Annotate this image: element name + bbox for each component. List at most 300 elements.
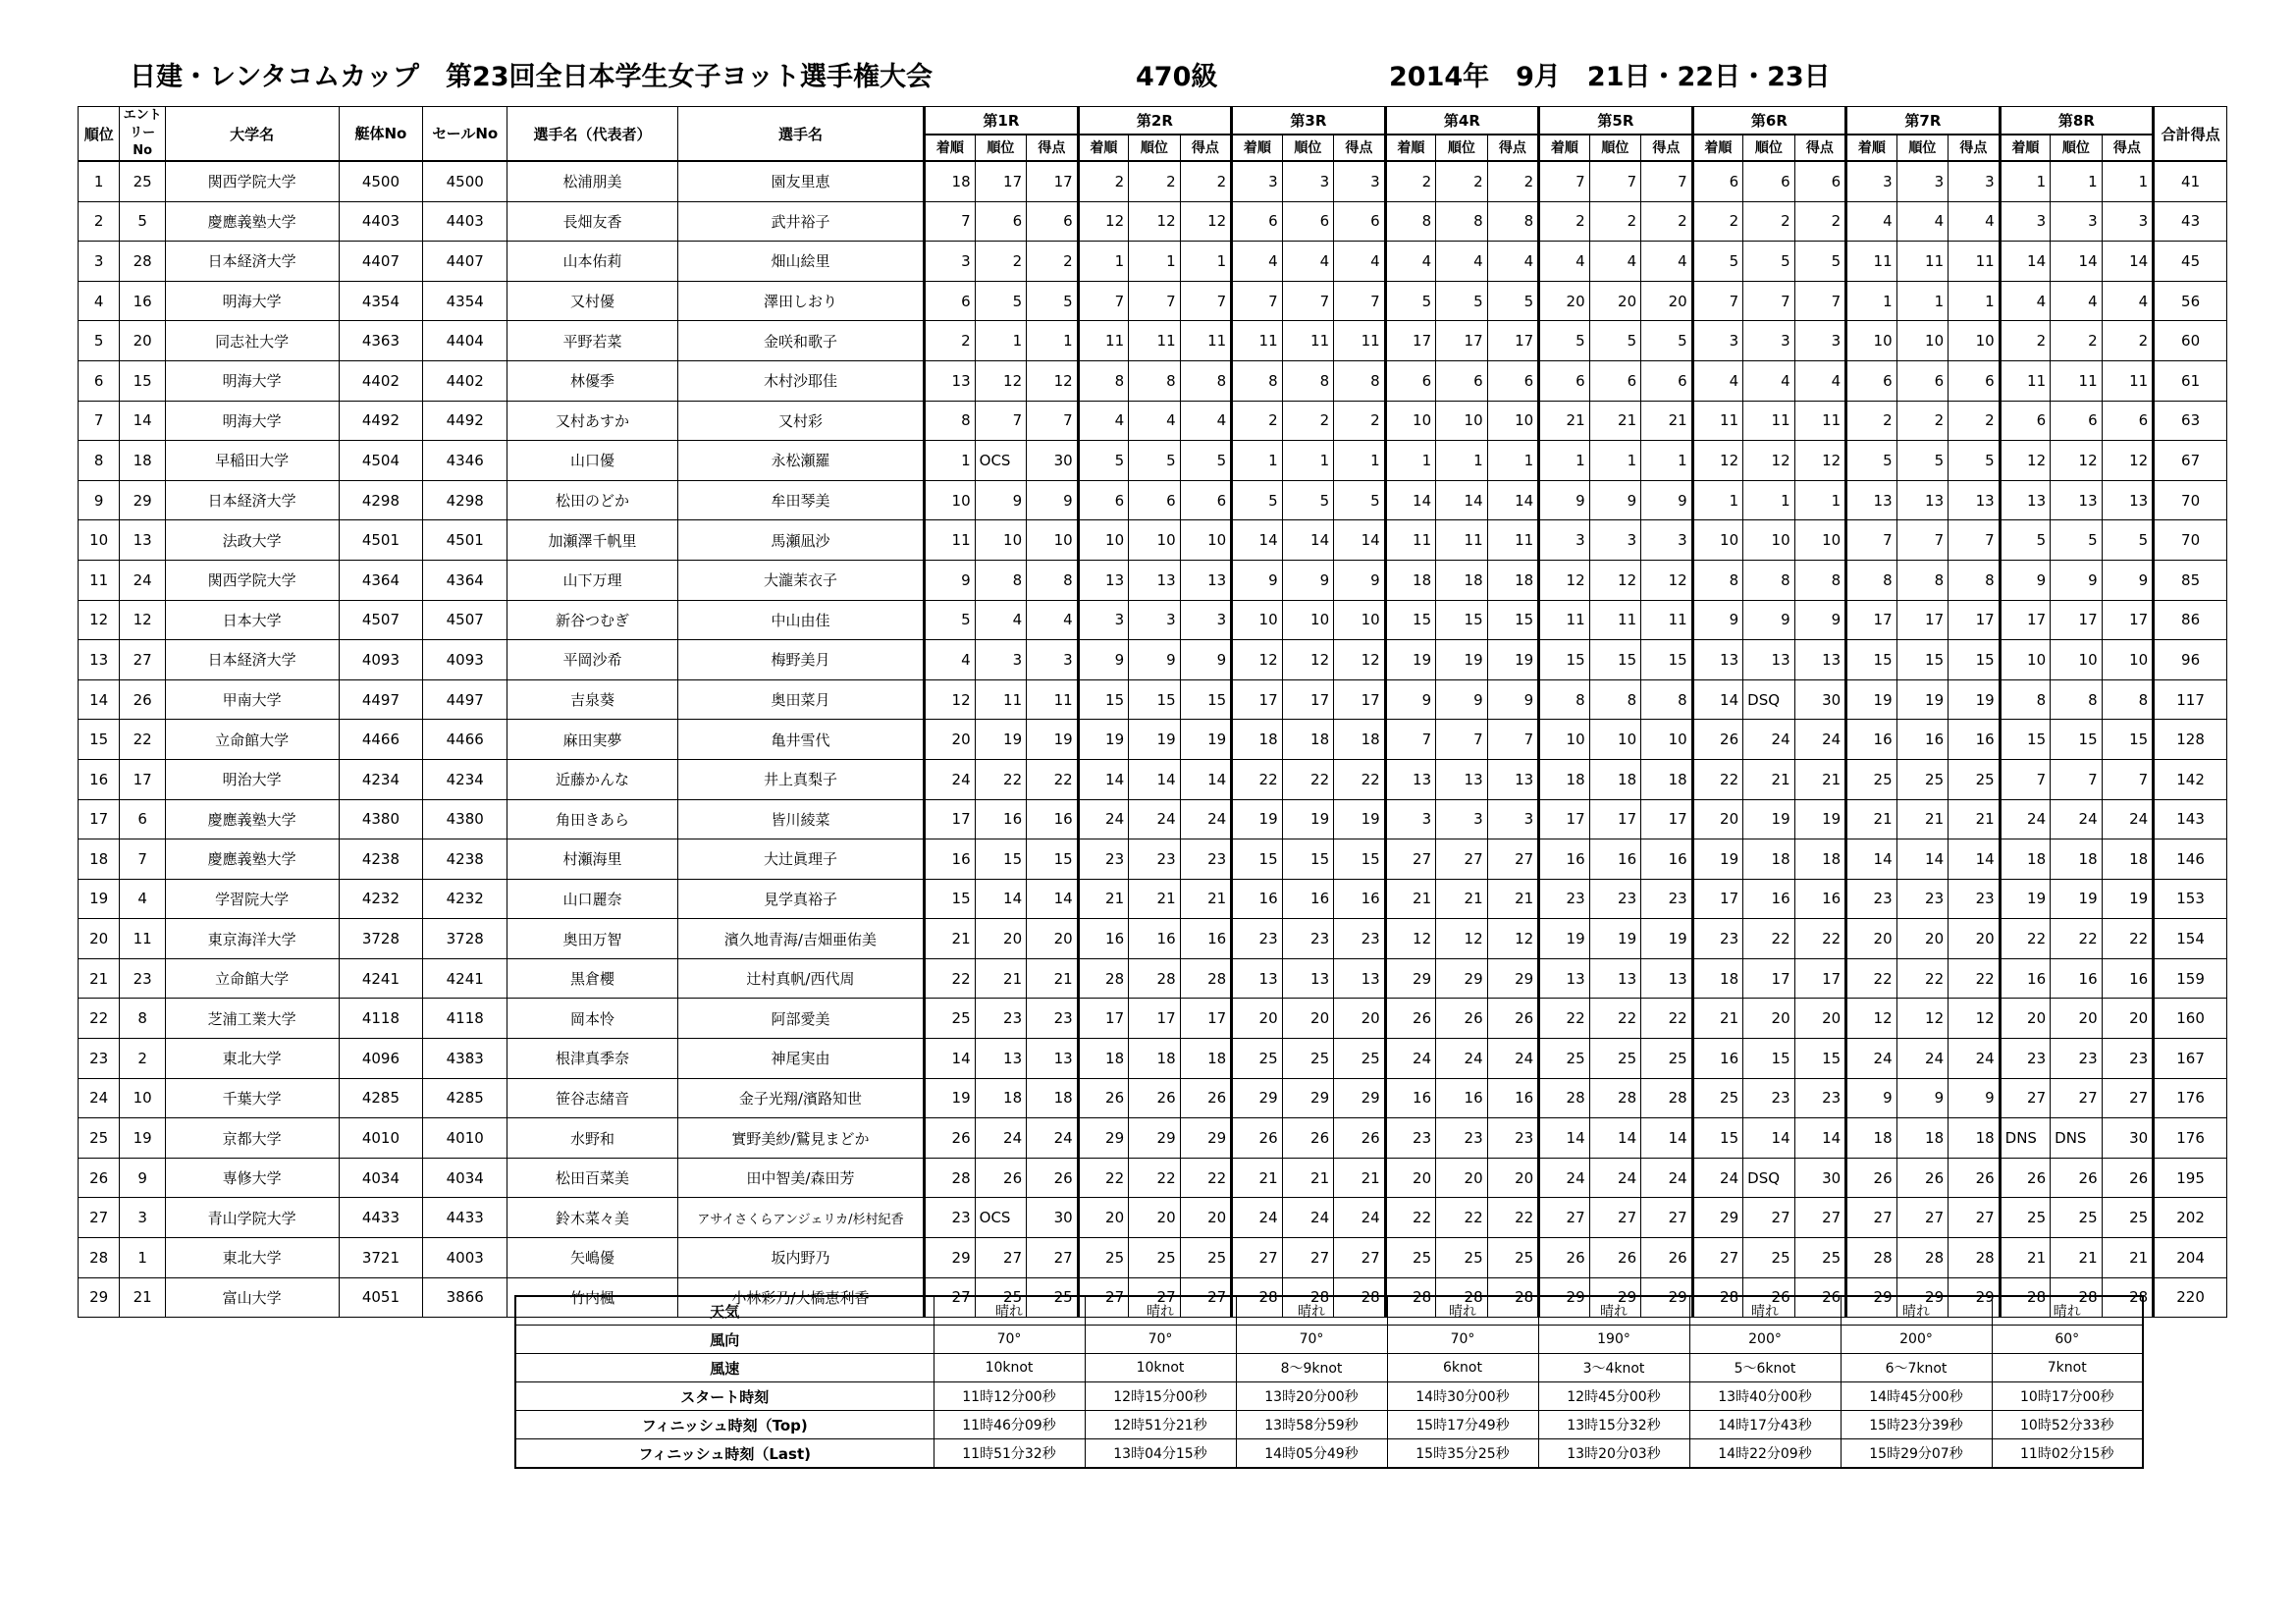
table-cell: 12 [2000,441,2050,481]
table-cell: 16 [2000,958,2050,999]
table-cell: 28 [1846,1238,1896,1278]
table-row [79,360,2227,401]
table-row [79,242,2227,282]
table-cell: 8 [1743,560,1795,600]
table-cell: 23 [2102,1039,2154,1079]
table-cell: 6 [120,799,165,839]
condition-value: 晴れ [934,1296,1085,1326]
table-cell: 15 [1078,679,1128,720]
table-cell: 19 [1129,720,1181,760]
table-cell: 29 [1180,1118,1232,1159]
table-cell: 7 [1589,161,1641,201]
table-cell: 1 [1589,441,1641,481]
table-cell: 奥田菜月 [677,679,924,720]
table-cell: 明海大学 [165,281,339,321]
table-cell: 28 [925,1158,975,1198]
table-cell: 4 [2051,281,2103,321]
table-cell: 26 [120,679,165,720]
table-cell: 6 [1539,360,1589,401]
table-cell: 16 [1949,720,2001,760]
table-cell: 28 [120,242,165,282]
condition-label: 風向 [515,1326,934,1354]
table-cell: 1 [1949,281,2001,321]
table-cell: 15 [2000,720,2050,760]
table-cell: 10 [1641,720,1693,760]
table-cell: 28 [79,1238,120,1278]
table-cell: 20 [1539,281,1589,321]
table-cell: 10 [1743,520,1795,561]
table-cell: 見学真裕子 [677,879,924,919]
table-cell: 24 [120,560,165,600]
table-cell: 7 [1232,281,1282,321]
table-row [79,201,2227,242]
subheader-cell: 着順 [925,135,975,161]
table-cell: 24 [1896,1039,1949,1079]
table-cell: 1 [1129,242,1181,282]
table-cell: 21 [1334,1158,1386,1198]
table-cell: 204 [2154,1238,2227,1278]
condition-label: スタート時刻 [515,1382,934,1411]
table-cell: 2 [1180,161,1232,201]
table-cell: 29 [925,1238,975,1278]
table-cell: 24 [1589,1158,1641,1198]
table-cell: 20 [925,720,975,760]
col-sail: セールNo [423,107,507,162]
table-cell: 26 [1692,720,1742,760]
table-cell: 20 [975,919,1027,959]
table-cell: 86 [2154,600,2227,640]
table-cell: 202 [2154,1198,2227,1238]
table-cell: 山口優 [507,441,678,481]
table-cell: 11 [1027,679,1079,720]
table-cell: 21 [1896,799,1949,839]
table-cell: 8 [1487,201,1539,242]
table-cell: 4 [1232,242,1282,282]
table-cell: 4 [1539,242,1589,282]
table-cell: 21 [1589,401,1641,441]
table-cell: 10 [1539,720,1589,760]
table-cell: 17 [1743,958,1795,999]
table-cell: 13 [925,360,975,401]
table-cell: 17 [1589,799,1641,839]
table-cell: 142 [2154,759,2227,799]
table-cell: 17 [1027,161,1079,201]
table-cell: 甲南大学 [165,679,339,720]
table-cell: 29 [1641,1277,1693,1318]
table-cell: 24 [1539,1158,1589,1198]
condition-value: 14時30分00秒 [1387,1382,1538,1411]
race-header: 第6R [1692,107,1846,135]
table-cell: 4 [1385,242,1435,282]
table-cell: 7 [120,839,165,880]
table-cell: 22 [1692,759,1742,799]
table-cell: 14 [79,679,120,720]
table-cell: 1 [1539,441,1589,481]
table-cell: 21 [1794,759,1846,799]
table-cell: 7 [1129,281,1181,321]
table-cell: 15 [79,720,120,760]
table-cell: 16 [1539,839,1589,880]
table-cell: 26 [2051,1158,2103,1198]
table-cell: 3866 [423,1277,507,1318]
table-cell: 26 [1743,1277,1795,1318]
table-cell: 21 [79,958,120,999]
table-cell: 5 [2000,520,2050,561]
table-cell: 28 [2000,1277,2050,1318]
table-row [79,600,2227,640]
table-cell: 専修大学 [165,1158,339,1198]
table-cell: 関西学院大学 [165,161,339,201]
table-cell: 25 [1180,1238,1232,1278]
table-cell: 20 [1794,999,1846,1039]
subheader-cell: 得点 [1641,135,1693,161]
condition-value: 12時15分00秒 [1085,1382,1236,1411]
table-cell: 4407 [339,242,423,282]
table-cell: 30 [2102,1118,2154,1159]
table-cell: 23 [1487,1118,1539,1159]
table-cell: 9 [1949,1078,2001,1118]
table-cell: 8 [1385,201,1435,242]
table-cell: 14 [1794,1118,1846,1159]
table-cell: 平野若菜 [507,321,678,361]
table-cell: 4 [79,281,120,321]
table-cell: 22 [2102,919,2154,959]
table-cell: 27 [1949,1198,2001,1238]
table-cell: 4 [1282,242,1334,282]
table-cell: 12 [1949,999,2001,1039]
table-cell: 13 [1487,759,1539,799]
table-cell: 26 [1487,999,1539,1039]
table-cell: 13 [1743,640,1795,680]
table-cell: 24 [1129,799,1181,839]
table-row [79,480,2227,520]
table-cell: 22 [1385,1198,1435,1238]
table-cell: 27 [2051,1078,2103,1118]
table-cell: 28 [1692,1277,1742,1318]
table-cell: 12 [1385,919,1435,959]
table-cell: 6 [1692,161,1742,201]
table-cell: 23 [1129,839,1181,880]
table-cell: 松浦朋美 [507,161,678,201]
table-cell: 6 [1846,360,1896,401]
table-cell: 16 [1232,879,1282,919]
table-cell: 5 [1641,321,1693,361]
table-cell: 15 [2051,720,2103,760]
table-cell: 23 [2051,1039,2103,1079]
table-cell: 4403 [423,201,507,242]
table-cell: 26 [1334,1118,1386,1159]
table-cell: 4051 [339,1277,423,1318]
table-cell: 16 [1794,879,1846,919]
table-cell: 25 [1949,759,2001,799]
table-cell: 20 [1027,919,1079,959]
table-cell: 5 [2102,520,2154,561]
table-cell: 11 [1180,321,1232,361]
table-cell: 12 [2051,441,2103,481]
table-cell: 20 [1436,1158,1488,1198]
table-cell: 23 [1539,879,1589,919]
table-cell: 3 [1896,161,1949,201]
table-cell: 4 [1334,242,1386,282]
table-cell: 22 [1487,1198,1539,1238]
table-cell: 23 [1794,1078,1846,1118]
table-cell: 18 [2051,839,2103,880]
condition-value: 200° [1841,1326,1992,1354]
table-cell: 15 [1846,640,1896,680]
table-cell: 15 [1129,679,1181,720]
table-cell: 4501 [339,520,423,561]
table-cell: 17 [1436,321,1488,361]
table-cell: 176 [2154,1118,2227,1159]
table-cell: 24 [1027,1118,1079,1159]
table-cell: 5 [1692,242,1742,282]
condition-value: 13時20分03秒 [1538,1439,1689,1469]
table-cell: 10 [1436,401,1488,441]
table-cell: 8 [1949,560,2001,600]
table-cell: 25 [1846,759,1896,799]
table-cell: 15 [1743,1039,1795,1079]
table-cell: 9 [1180,640,1232,680]
table-cell: 19 [1539,919,1589,959]
table-cell: 23 [79,1039,120,1079]
table-cell: 27 [1641,1198,1693,1238]
table-cell: 12 [1334,640,1386,680]
table-cell: 2 [1334,401,1386,441]
table-row [79,958,2227,999]
table-cell: 24 [1487,1039,1539,1079]
table-cell: 又村彩 [677,401,924,441]
table-cell: 7 [1692,281,1742,321]
table-cell: 5 [1896,441,1949,481]
table-cell: 13 [1589,958,1641,999]
table-cell: 4404 [423,321,507,361]
table-cell: 1 [79,161,120,201]
table-cell: 29 [1334,1078,1386,1118]
table-cell: 19 [1589,919,1641,959]
table-cell: 14 [1282,520,1334,561]
table-cell: 17 [1896,600,1949,640]
table-cell: 20 [1743,999,1795,1039]
table-cell: 22 [1589,999,1641,1039]
table-cell: 東北大学 [165,1238,339,1278]
table-cell: 8 [120,999,165,1039]
table-cell: 6 [1078,480,1128,520]
table-cell: 20 [1641,281,1693,321]
table-cell: 加瀬澤千帆里 [507,520,678,561]
table-cell: 笹谷志緒音 [507,1078,678,1118]
table-cell: 2 [1949,401,2001,441]
table-cell: 21 [1641,401,1693,441]
table-row [79,321,2227,361]
table-cell: 29 [1436,958,1488,999]
table-cell: 25 [1282,1039,1334,1079]
table-cell: 同志社大学 [165,321,339,361]
table-row [79,759,2227,799]
table-cell: 14 [1385,480,1435,520]
table-cell: 皆川綾菜 [677,799,924,839]
table-row [79,161,2227,201]
table-cell: 7 [1027,401,1079,441]
table-cell: 3 [120,1198,165,1238]
race-header: 第8R [2000,107,2154,135]
table-cell: 13 [1282,958,1334,999]
table-cell: 6 [1180,480,1232,520]
table-cell: 67 [2154,441,2227,481]
table-cell: 12 [1692,441,1742,481]
table-cell: 23 [1846,879,1896,919]
table-cell: 12 [1896,999,1949,1039]
table-cell: 17 [1180,999,1232,1039]
table-cell: 28 [1436,1277,1488,1318]
table-cell: 1 [2000,161,2050,201]
table-cell: 16 [1641,839,1693,880]
table-cell: 28 [2051,1277,2103,1318]
table-cell: 27 [1232,1238,1282,1278]
table-cell: 30 [1794,1158,1846,1198]
table-cell: 25 [2102,1198,2154,1238]
table-cell: 6 [79,360,120,401]
table-cell: 25 [1692,1078,1742,1118]
table-cell: 奥田万智 [507,919,678,959]
table-cell: 11 [1539,600,1589,640]
table-cell: 大瀧茉衣子 [677,560,924,600]
table-cell: 23 [1641,879,1693,919]
col-skipper: 選手名（代表者） [507,107,678,162]
condition-value: 15時35分25秒 [1387,1439,1538,1469]
table-cell: 6 [1487,360,1539,401]
table-cell: 26 [1641,1238,1693,1278]
table-cell: 3 [1232,161,1282,201]
table-cell: 1 [975,321,1027,361]
table-cell: 1 [1334,441,1386,481]
table-cell: 13 [2051,480,2103,520]
table-cell: 18 [1743,839,1795,880]
table-cell: 20 [2000,999,2050,1039]
table-cell: 25 [1641,1039,1693,1079]
table-cell: 9 [2102,560,2154,600]
table-cell: 16 [925,839,975,880]
condition-value: 13時20分00秒 [1236,1382,1387,1411]
table-cell: 14 [1129,759,1181,799]
table-cell: 26 [1589,1238,1641,1278]
table-cell: 3 [1436,799,1488,839]
condition-label: フィニッシュ時刻（Last) [515,1439,934,1469]
table-cell: 1 [1692,480,1742,520]
table-cell: 24 [1641,1158,1693,1198]
table-cell: 16 [2102,958,2154,999]
table-cell: 5 [1487,281,1539,321]
table-row [79,1118,2227,1159]
table-cell: 8 [2000,679,2050,720]
table-cell: 9 [1589,480,1641,520]
table-cell: 19 [1282,799,1334,839]
subheader-cell: 着順 [1846,135,1896,161]
table-cell: 29 [120,480,165,520]
table-cell: 28 [1282,1277,1334,1318]
table-row [79,640,2227,680]
table-cell: 濱久地青海/吉畑亜佑美 [677,919,924,959]
table-cell: 4234 [339,759,423,799]
table-cell: 17 [1334,679,1386,720]
subheader-cell: 得点 [1027,135,1079,161]
table-cell: 23 [1692,919,1742,959]
table-cell: 24 [1743,720,1795,760]
condition-value: 11時02分15秒 [1992,1439,2143,1469]
table-cell: 4402 [339,360,423,401]
table-cell: 11 [1896,242,1949,282]
table-cell: 23 [1436,1118,1488,1159]
table-cell: 25 [79,1118,120,1159]
condition-value: 15時17分49秒 [1387,1411,1538,1439]
table-cell: 29 [1232,1078,1282,1118]
condition-value: 70° [1387,1326,1538,1354]
table-cell: 8 [1334,360,1386,401]
table-cell: 4346 [423,441,507,481]
table-cell: 24 [79,1078,120,1118]
condition-value: 12時45分00秒 [1538,1382,1689,1411]
table-cell: 14 [1487,480,1539,520]
table-cell: DNS [2051,1118,2103,1159]
table-cell: 29 [1078,1118,1128,1159]
condition-value: 6〜7knot [1841,1354,1992,1382]
table-cell: 29 [1129,1118,1181,1159]
table-cell: 3 [1385,799,1435,839]
table-cell: 4507 [423,600,507,640]
table-cell: 5 [1232,480,1282,520]
table-cell: 18 [2000,839,2050,880]
table-cell: 26 [1949,1158,2001,1198]
table-cell: 17 [975,161,1027,201]
table-cell: 4 [1794,360,1846,401]
table-cell: 11 [1743,401,1795,441]
table-cell: 6 [1129,480,1181,520]
table-cell: 1 [1078,242,1128,282]
table-cell: 23 [1334,919,1386,959]
table-cell: 21 [1846,799,1896,839]
table-cell: 19 [1487,640,1539,680]
table-cell: 20 [120,321,165,361]
table-cell: 4118 [423,999,507,1039]
table-cell: 2 [1589,201,1641,242]
table-cell: 15 [975,839,1027,880]
table-cell: 12 [1027,360,1079,401]
table-cell: 22 [1641,999,1693,1039]
table-cell: 7 [1436,720,1488,760]
table-cell: 27 [2102,1078,2154,1118]
condition-label: 天気 [515,1296,934,1326]
subheader-cell: 順位 [1896,135,1949,161]
table-cell: 15 [925,879,975,919]
table-cell: 阿部愛美 [677,999,924,1039]
table-cell: 14 [1692,679,1742,720]
table-cell: 24 [1949,1039,2001,1079]
table-cell: 63 [2154,401,2227,441]
table-cell: 14 [1078,759,1128,799]
table-cell: 2 [2000,321,2050,361]
table-cell: 3 [1334,161,1386,201]
col-university: 大学名 [165,107,339,162]
table-cell: 17 [1949,600,2001,640]
table-cell: 15 [1180,679,1232,720]
table-cell: 神尾実由 [677,1039,924,1079]
table-cell: 1 [120,1238,165,1278]
table-cell: 8 [1436,201,1488,242]
table-cell: 2 [1487,161,1539,201]
table-cell: 4 [1896,201,1949,242]
table-cell: 15 [1232,839,1282,880]
table-cell: 9 [925,560,975,600]
table-cell: 16 [1078,919,1128,959]
